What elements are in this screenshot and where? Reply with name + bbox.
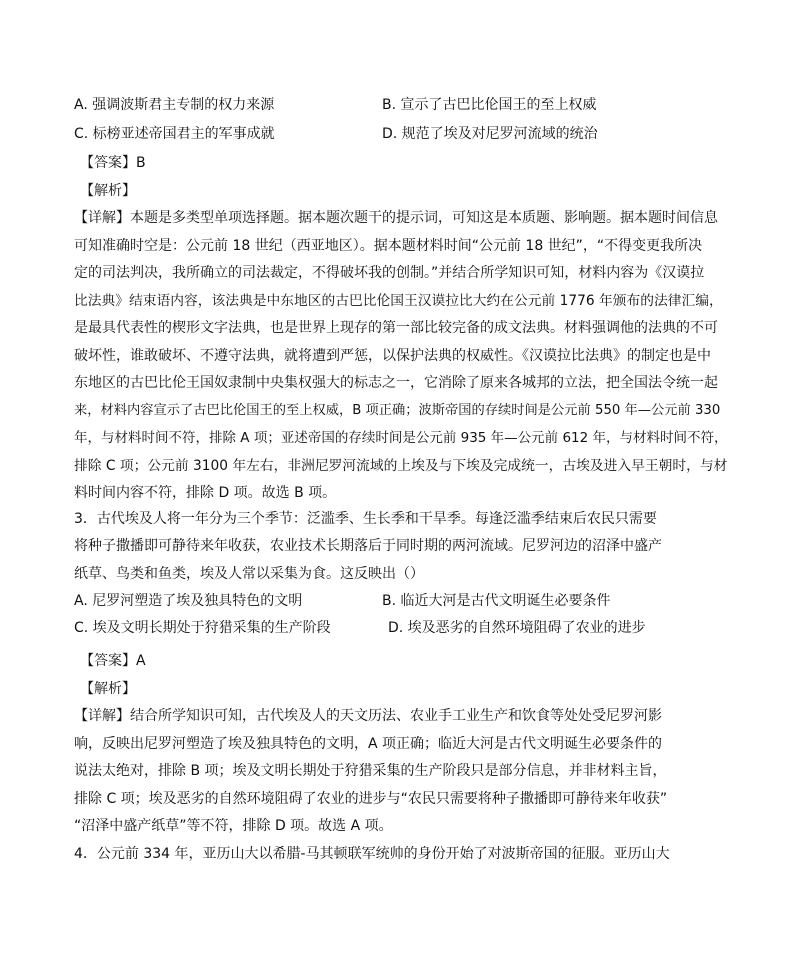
- q2-option-d: D. 规范了埃及对尼罗河流域的统治: [382, 126, 598, 142]
- q2-option-a: A. 强调波斯君主专制的权力来源: [74, 97, 275, 113]
- q3-detail-line-5: “沼泽中盛产纸草”等不符，排除 D 项。故选 A 项。: [74, 818, 393, 834]
- q3-analysis-heading: 【解析】: [80, 681, 136, 697]
- q2-detail-line-6: 破坏性，谁敢破坏、不遵守法典，就将遭到严惩，以保护法典的权威性。《汉谟拉比法典》的制定也是中: [74, 348, 711, 364]
- q2-detail-line-8: 来，材料内容宣示了古巴比伦国王的至上权威，B 项正确；波斯帝国的存续时间是公元前 550 年—公元前 330: [74, 403, 721, 418]
- q2-option-b: B. 宣示了古巴比伦国王的至上权威: [382, 97, 597, 113]
- q2-detail-line-11: 料时间内容不符，排除 D 项。故选 B 项。: [74, 485, 337, 501]
- q3-answer: 【答案】A: [80, 653, 146, 669]
- q3-stem-line-3: 纸草、鸟类和鱼类，埃及人常以采集为食。这反映出（）: [74, 566, 424, 582]
- q2-analysis-heading: 【解析】: [80, 183, 136, 199]
- q3-detail-line-4: 排除 C 项；埃及恶劣的自然环境阻碍了农业的进步与“农民只需要将种子撒播即可静待来年收获”: [74, 791, 668, 807]
- q3-option-a: A. 尼罗河塑造了埃及独具特色的文明: [74, 593, 303, 609]
- q3-detail-line-3: 说法太绝对，排除 B 项；埃及文明长期处于狩猎采集的生产阶段只是部分信息，并非材料主旨，: [74, 763, 667, 779]
- q3-option-c: C. 埃及文明长期处于狩猎采集的生产阶段: [74, 620, 331, 636]
- q2-answer: 【答案】B: [80, 155, 146, 171]
- q3-detail-line-2: 响，反映出尼罗河塑造了埃及独具特色的文明，A 项正确；临近大河是古代文明诞生必要条件的: [74, 736, 663, 752]
- q2-detail-line-5: 是最具代表性的楔形文字法典，也是世界上现存的第一部比较完备的成文法典。材料强调他的法典的不可: [74, 320, 718, 336]
- q2-detail-line-10: 排除 C 项；公元前 3100 年左右，非洲尼罗河流域的上埃及与下埃及完成统一，古埃及进入早王朝时，与材: [74, 458, 728, 474]
- q2-detail-line-7: 东地区的古巴比伦王国奴隶制中央集权强大的标志之一，它消除了原来各城邦的立法，把全国法令统一起: [74, 375, 718, 391]
- q2-detail-line-9: 年，与材料时间不符，排除 A 项；亚述帝国的存续时间是公元前 935 年—公元前 612 年，与材料时间不符，: [74, 430, 728, 446]
- q3-stem-line-1: 3．古代埃及人将一年分为三个季节：泛滥季、生长季和干旱季。每逢泛滥季结束后农民只需要: [74, 511, 657, 527]
- q2-option-c: C. 标榜亚述帝国君主的军事成就: [74, 126, 275, 142]
- q3-option-b: B. 临近大河是古代文明诞生必要条件: [382, 593, 611, 609]
- q4-stem-line-1: 4．公元前 334 年，亚历山大以希腊-马其顿联军统帅的身份开始了对波斯帝国的征服。亚历山大: [74, 846, 670, 862]
- q2-detail-line-4: 比法典》结束语内容，该法典是中东地区的古巴比伦国王汉谟拉比大约在公元前 1776 年颁布的法律汇编，: [74, 293, 723, 309]
- q3-detail-line-1: 【详解】结合所学知识可知，古代埃及人的天文历法、农业手工业生产和饮食等处处受尼罗河影: [74, 708, 662, 724]
- q3-option-d: D. 埃及恶劣的自然环境阻碍了农业的进步: [388, 620, 646, 636]
- q2-detail-line-2: 可知准确时空是：公元前 18 世纪（西亚地区）。据本题材料时间“公元前 18 世纪”，“不得变更我所决: [74, 238, 703, 254]
- q2-detail-line-1: 【详解】本题是多类型单项选择题。据本题次题干的提示词，可知这是本质题、影响题。据本题时间信息: [74, 210, 718, 226]
- q3-stem-line-2: 将种子撒播即可静待来年收获，农业技术长期落后于同时期的两河流域。尼罗河边的沼泽中盛产: [74, 538, 662, 554]
- q2-detail-line-3: 定的司法判决，我所确立的司法裁定，不得破坏我的创制。”并结合所学知识可知，材料内容为《汉谟拉: [74, 265, 705, 281]
